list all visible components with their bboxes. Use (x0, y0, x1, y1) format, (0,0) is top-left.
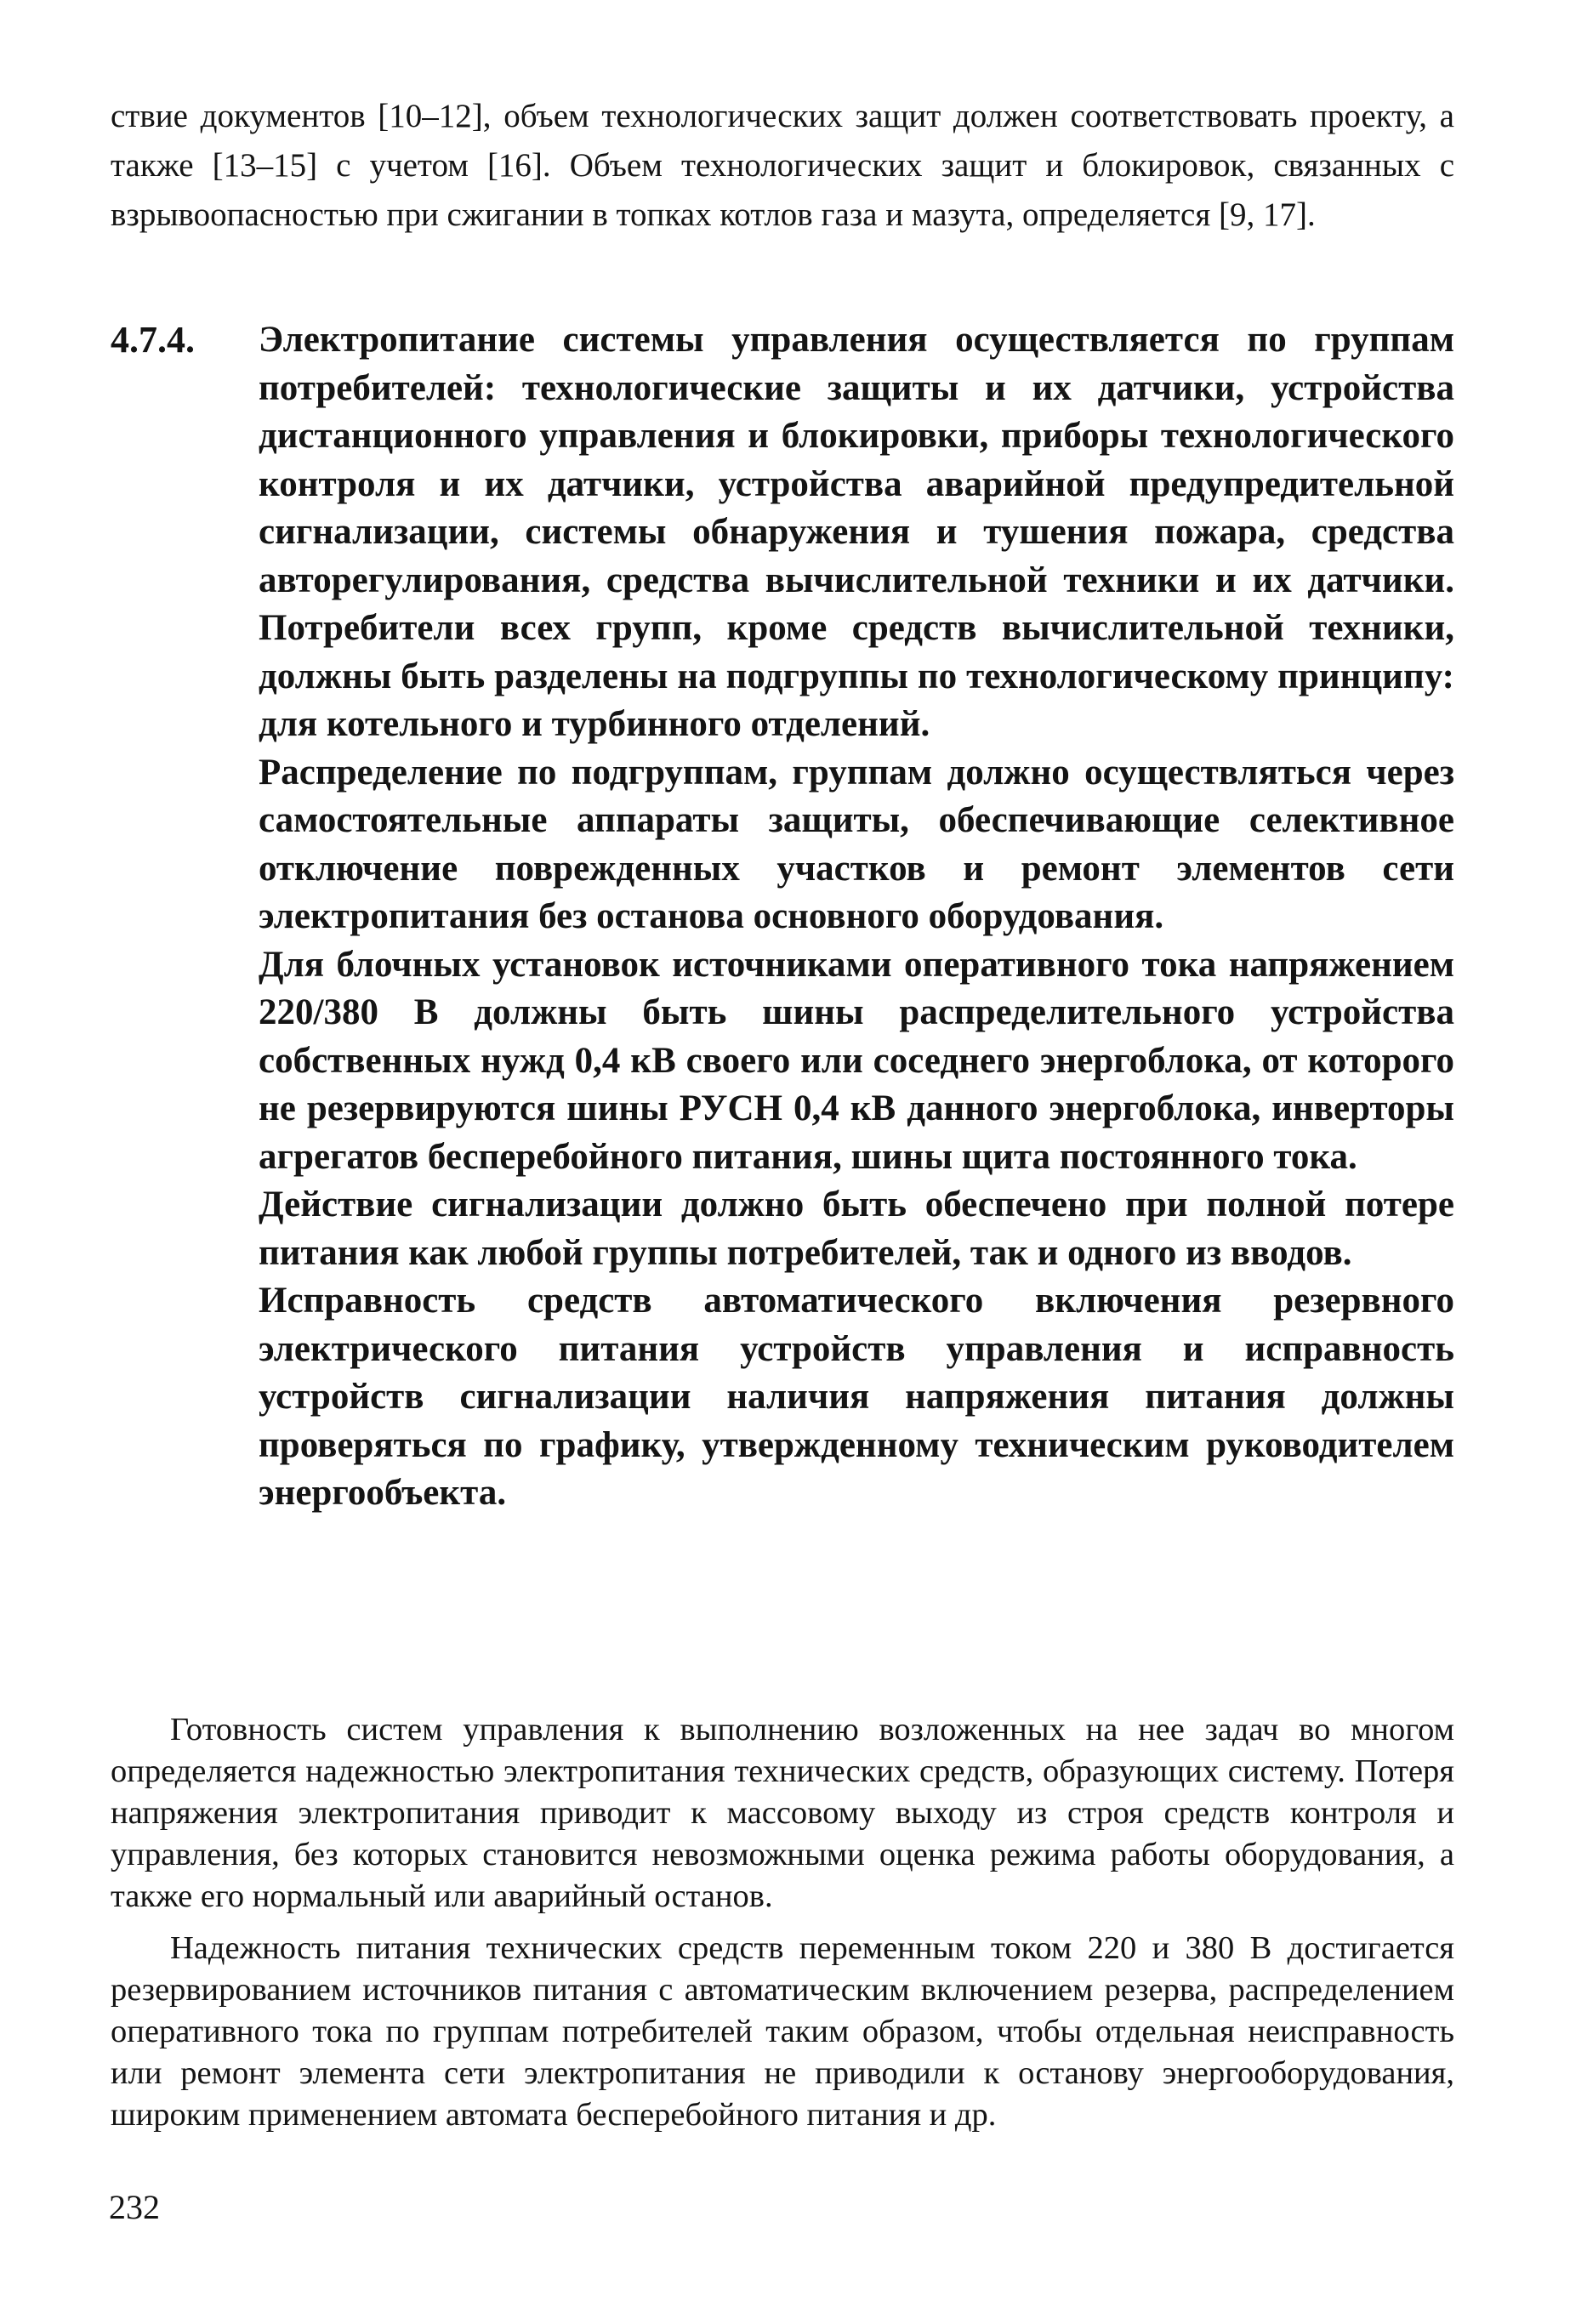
section-paragraph: Исправность средств автоматического включения резервного электрического питания устройств управления и исправность устройств сигнализации наличия напряжения питания должны проверяться по графику, утвержденному техническим руководителем энергообъекта. (259, 1281, 1454, 1513)
section-paragraph: Для блочных установок источниками оперативного тока напряжением 220/380 В должны быть шины распределительного устройства собственных нужд 0,4 кВ своего или соседнего энергоблока, от которого не резервируются шины РУСН 0,4 кВ данного энергоблока, инверторы агрегатов бесперебойного питания, шины щита постоянного тока. (259, 944, 1454, 1177)
page-number: 232 (109, 2188, 160, 2226)
section-paragraph: Действие сигнализации должно быть обеспечено при полной потере питания как любой группы потребителей, так и одного из вводов. (259, 1185, 1454, 1273)
body-text (111, 1709, 1454, 2146)
section-body (259, 316, 1454, 1518)
section-paragraph: Электропитание системы управления осуществляется по группам потребителей: технологические защиты и их датчики, устройства дистанционного управления и блокировки, приборы технологического контроля и их датчики, устройства аварийной предупредительной сигнализации, системы обнаружения и тушения пожара, средства авторегулирования, средства вычислительной техники и их датчики. Потребители всех групп, кроме средств вычислительной техники, должны быть разделены на подгруппы по технологическому принципу: для котельного и турбинного отделений. (259, 320, 1454, 744)
body-paragraph: Надежность питания технических средств переменным током 220 и 380 В достигается резервированием источников питания с автоматическим включением резерва, распределением оперативного тока по группам потребителей таким образом, чтобы отдельная неисправность или ремонт элемента сети электропитания не приводили к останову энергооборудования, широким применением автомата бесперебойного питания и др. (111, 1930, 1454, 2133)
body-paragraph: Готовность систем управления к выполнению возложенных на нее задач во многом определяется надежностью электропитания технических средств, образующих систему. Потеря напряжения электропитания приводит к массовому выходу из строя средств контроля и управления, без которых становится невозможными оценка режима работы оборудования, а также его нормальный или аварийный останов. (111, 1712, 1454, 1914)
section-paragraph: Распределение по подгруппам, группам должно осуществляться через самостоятельные аппараты защиты, обеспечивающие селективное отключение поврежденных участков и ремонт элементов сети электропитания без останова основного оборудования. (259, 752, 1454, 936)
intro-paragraph: ствие документов [10–12], объем технологических защит должен соответствовать проекту, а также [13–15] с учетом [16]. Объем технологических защит и блокировок, связанных с взрывоопасностью при сжигании в топках котлов газа и мазута, определяется [9, 17]. (111, 98, 1454, 233)
section-number: 4.7.4. (111, 319, 195, 361)
